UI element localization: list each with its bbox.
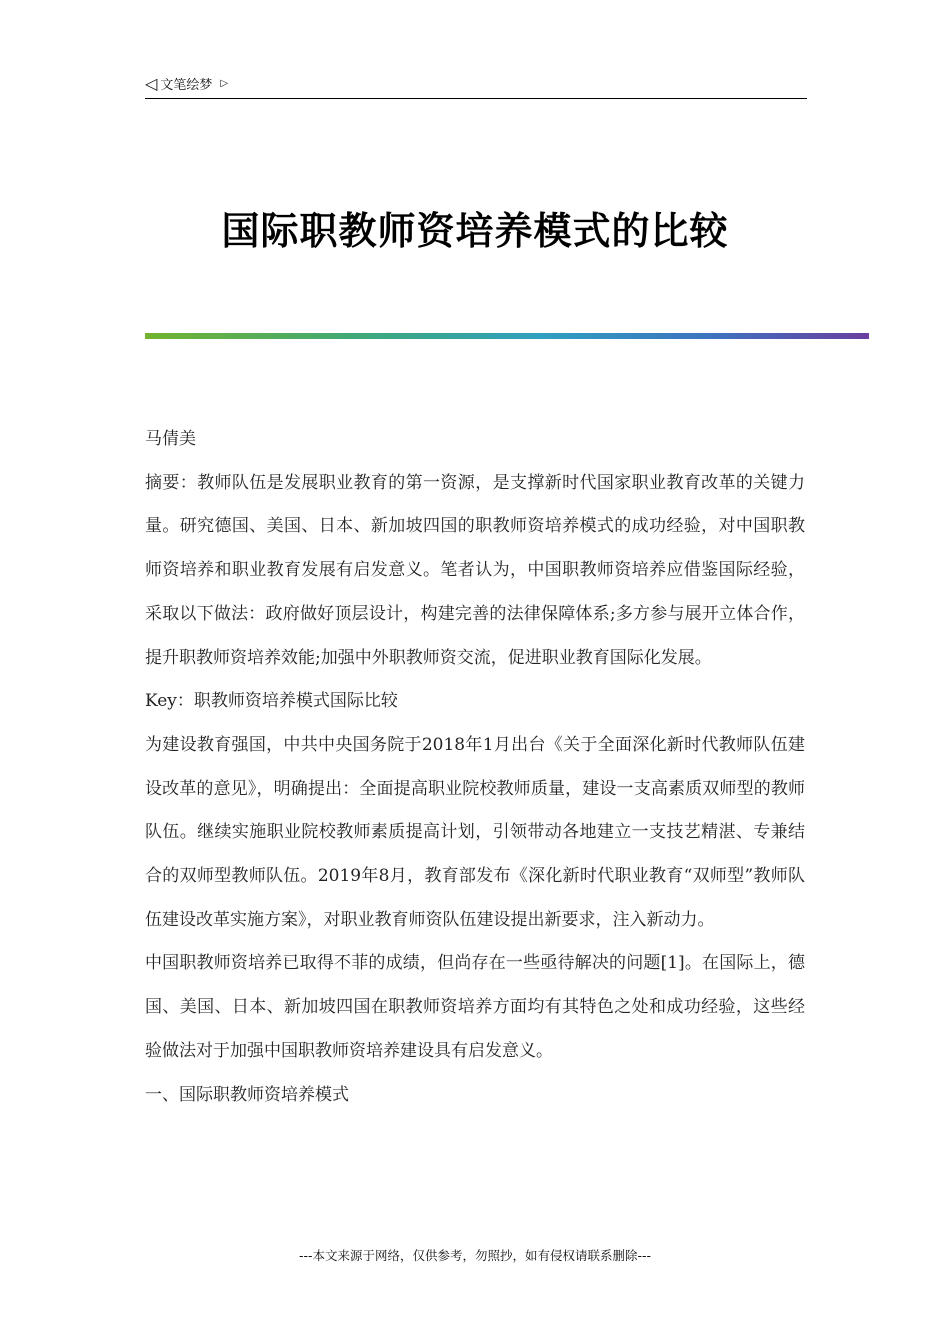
keywords: Key：职教师资培养模式国际比较 — [145, 691, 398, 712]
paragraph: 中国职教师资培养已取得不菲的成绩，但尚存在一些亟待解决的问题[1]。在国际上，德国、美国、日本、新加坡四国在职教师资培养方面均有其特色之处和成功经验，这些经验做法对于加强中国职教师资培养建设具有启发意义。 — [145, 953, 805, 1061]
author: 马倩美 — [145, 429, 196, 449]
document-title: 国际职教师资培养模式的比较 — [221, 208, 729, 253]
paragraph: 为建设教育强国，中共中央国务院于2018年1月出台《关于全面深化新时代教师队伍建设改革的意见》，明确提出：全面提高职业院校教师质量，建设一支高素质双师型的教师队伍。继续实施职业院校教师素质提高计划，引领带动各地建立一支技艺精湛、专兼结合的双师型教师队伍。2019年8月，教育部发布《深化新时代职业教育“双师型”教师队伍建设改革实施方案》，对职业教育师资队伍建设提出新要求，注入新动力。 — [145, 734, 805, 930]
triangle-right-icon: ▷ — [220, 77, 229, 89]
page-header — [145, 74, 807, 99]
section-heading: 一、国际职教师资培养模式 — [145, 1084, 349, 1105]
gradient-divider — [145, 333, 869, 339]
abstract: 摘要：教师队伍是发展职业教育的第一资源，是支撑新时代国家职业教育改革的关键力量。研究德国、美国、日本、新加坡四国的职教师资培养模式的成功经验，对中国职教师资培养和职业教育发展有启发意义。笔者认为，中国职教师资培养应借鉴国际经验，采取以下做法：政府做好顶层设计，构建完善的法律保障体系;多方参与展开立体合作，提升职教师资培养效能;加强中外职教师资交流，促进职业教育国际化发展。 — [145, 472, 805, 668]
triangle-left-icon: ◁ — [145, 73, 158, 93]
footer-notice: ---本文来源于网络，仅供参考，勿照抄，如有侵权请联系删除--- — [298, 1248, 652, 1263]
brand-name: 文笔绘梦 — [160, 78, 213, 93]
brand — [145, 74, 228, 93]
document-body — [145, 418, 805, 1117]
